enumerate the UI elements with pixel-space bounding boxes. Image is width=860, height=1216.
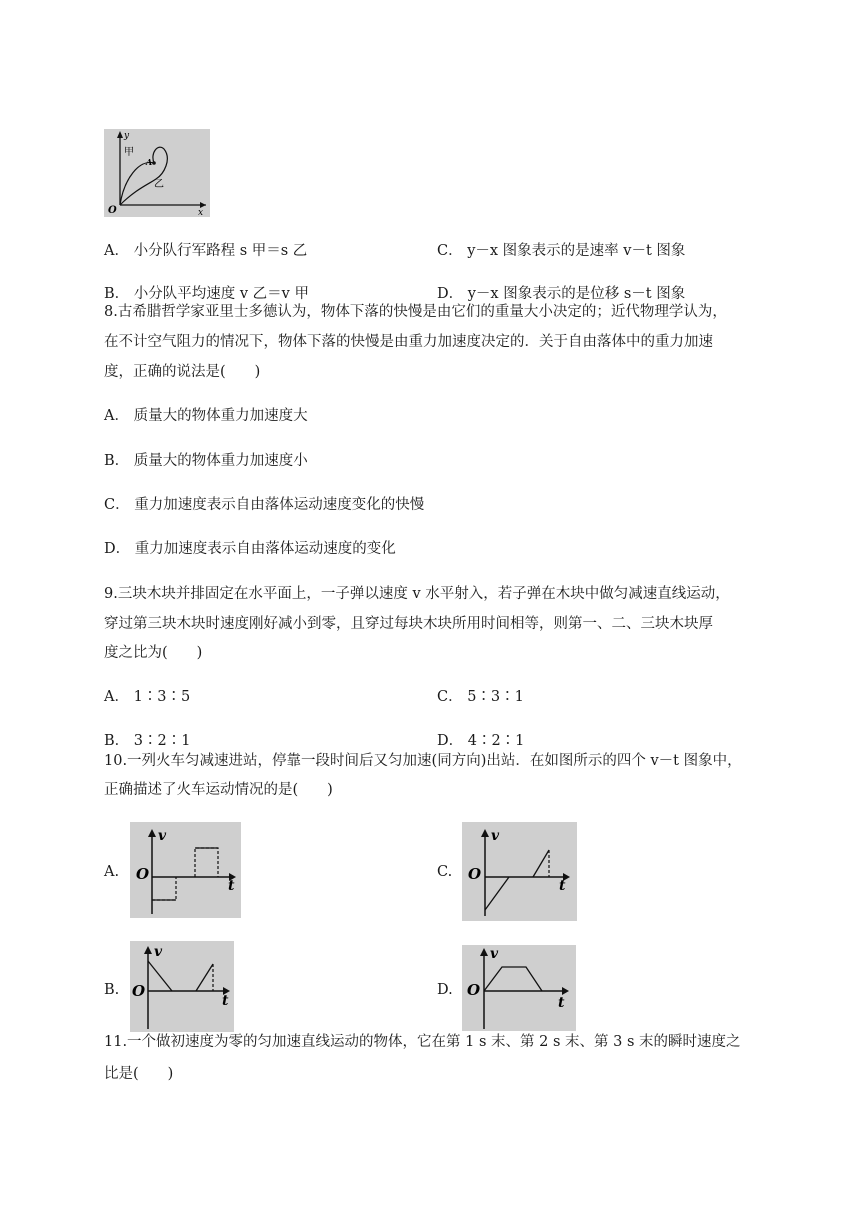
q10b-v-label: v [154, 944, 163, 960]
q10d-o-label: O [467, 981, 481, 999]
q9-option-c: C． 5∶3∶1 [437, 689, 524, 705]
q10c-o-label: O [468, 865, 482, 883]
q10-graph-c [462, 822, 577, 921]
q10a-o-label: O [136, 865, 150, 883]
q8-option-c: C． 重力加速度表示自由落体运动速度变化的快慢 [104, 497, 425, 513]
q8-line-3: 度，正确的说法是( ) [104, 364, 261, 380]
q10d-v-label: v [490, 946, 499, 962]
q10-line-1: 10.一列火车匀减速进站，停靠一段时间后又匀加速(同方向)出站．在如图所示的四个 v－t 图象中， [104, 753, 742, 769]
q7-option-b: B． 小分队平均速度 v 乙＝v 甲 [104, 286, 309, 302]
q9-line-3: 度之比为( ) [104, 645, 203, 661]
q7-figure [104, 129, 210, 217]
q10b-t-label: t [222, 993, 229, 1009]
q10-label-b: B. [104, 982, 120, 998]
q7-x-label: x [198, 208, 204, 217]
q10-graph-b [130, 941, 234, 1032]
q11-line-2: 比是( ) [104, 1066, 174, 1082]
q10-label-c: C. [437, 864, 453, 880]
q8-line-1: 8.古希腊哲学家亚里士多德认为，物体下落的快慢是由它们的重量大小决定的；近代物理学认为， [104, 304, 727, 320]
q10-label-a: A. [104, 864, 120, 880]
q10-label-d: D. [437, 982, 453, 998]
q7-option-d: D． y－x 图象表示的是位移 s－t 图象 [437, 286, 686, 302]
q7-option-a: A． 小分队行军路程 s 甲＝s 乙 [104, 243, 308, 259]
q8-option-b: B． 质量大的物体重力加速度小 [104, 453, 308, 469]
q10b-o-label: O [132, 982, 146, 1000]
q10a-t-label: t [228, 878, 235, 894]
q10-graph-d [462, 945, 576, 1031]
q7-o-label: O [108, 205, 117, 216]
q8-option-a: A． 质量大的物体重力加速度大 [104, 408, 308, 424]
q10d-t-label: t [558, 995, 565, 1011]
q7-a-label: A [146, 157, 153, 167]
q10-graph-a [130, 822, 241, 918]
q9-line-1: 9.三块木块并排固定在水平面上，一子弹以速度 v 水平射入，若子弹在木块中做匀减速直线运动， [104, 586, 730, 602]
q10-line-2: 正确描述了火车运动情况的是( ) [104, 782, 333, 798]
q7-yi-label: 乙 [154, 179, 164, 190]
q10c-v-label: v [491, 828, 500, 844]
q10c-t-label: t [559, 878, 566, 894]
q7-option-c: C． y－x 图象表示的是速率 v－t 图象 [437, 243, 686, 259]
q7-jia-label: 甲 [124, 147, 134, 158]
q11-line-1: 11.一个做初速度为零的匀加速直线运动的物体，它在第 1 s 末、第 2 s 末、第 3 s 末的瞬时速度之 [104, 1034, 741, 1050]
q9-option-d: D． 4∶2∶1 [437, 733, 525, 749]
q8-option-d: D． 重力加速度表示自由落体运动速度的变化 [104, 541, 396, 557]
q9-line-2: 穿过第三块木块时速度刚好减小到零，且穿过每块木块所用时间相等，则第一、二、三块木块厚 [104, 616, 713, 632]
q7-y-label: y [124, 131, 130, 141]
q8-line-2: 在不计空气阻力的情况下，物体下落的快慢是由重力加速度决定的．关于自由落体中的重力加速 [104, 334, 713, 350]
q9-option-b: B． 3∶2∶1 [104, 733, 191, 749]
q10a-v-label: v [158, 828, 167, 844]
q9-option-a: A． 1∶3∶5 [104, 689, 191, 705]
